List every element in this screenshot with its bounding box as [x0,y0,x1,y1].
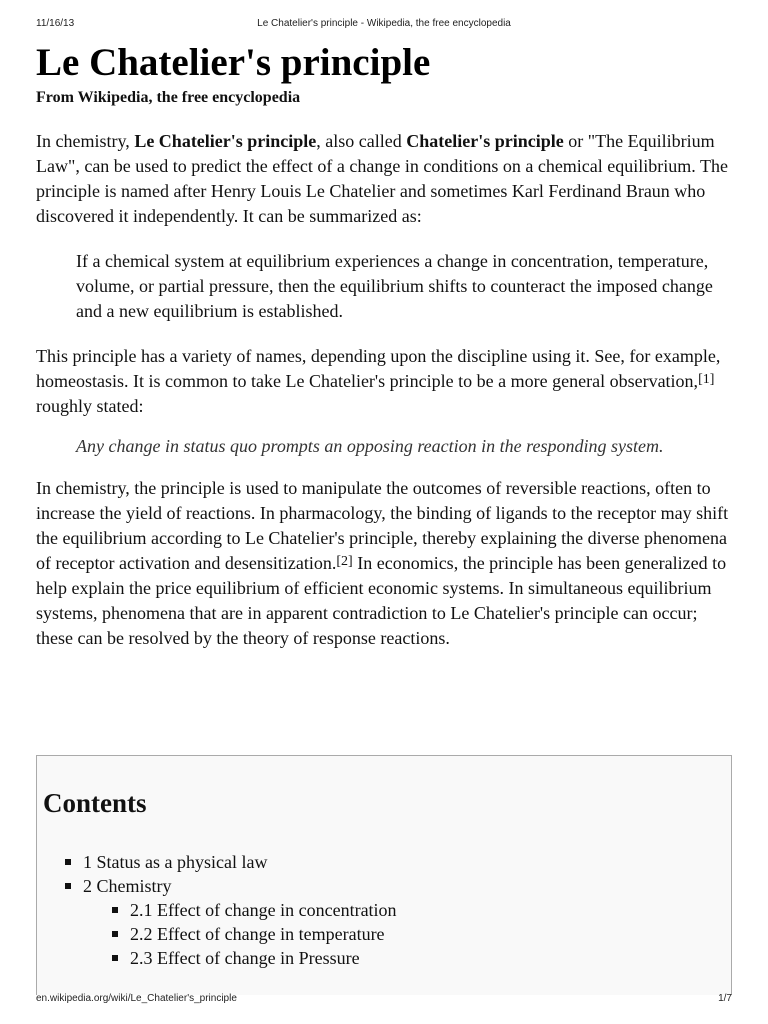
toc-list [63,850,397,970]
intro-paragraph [36,129,732,229]
applications-text-1: In chemistry, the principle is used to manipulate the outcomes of reversible reactions, often to increase the yield of reactions. In pharmacology, the binding of ligands to the receptor may shift the equilibrium according to Le Chatelier's principle, thereby explaining the diverse phenomena of receptor activation and desensitization. [36,478,729,573]
bullet-icon [65,883,71,889]
toc-link-chemistry[interactable]: 2 Chemistry [83,876,172,896]
table-of-contents [36,755,732,995]
subtitle-text: From Wikipedia, the free encyclopedia [36,89,301,106]
bullet-icon [112,907,118,913]
toc-link-concentration[interactable]: 2.1 Effect of change in concentration [130,900,397,920]
reference-link-2[interactable]: [2] [336,554,353,569]
toc-item [63,850,397,874]
bold-term-principle: Le Chatelier's principle [134,131,317,151]
article-content [36,40,732,651]
toc-link-temperature[interactable]: 2.2 Effect of change in temperature [130,924,385,944]
toc-item [63,874,397,970]
intro-text-1: In chemistry, [36,131,135,151]
intro-text-3: or "The Equilibrium Law", can be used to predict the effect of a change in conditions on a chemical equilibrium. The principle is named after Henry Louis Le Chatelier and sometimes Karl Ferdinand Braun who discovered it independently. It can be summarized as: [36,131,728,226]
bullet-icon [65,859,71,865]
applications-text-2: In economics, the principle has been generalized to help explain the price equilibrium of efficient economic systems. In simultaneous equilibrium systems, phenomena that are in apparent contradiction to Le Chatelier's principle can occur; these can be resolved by the theory of response reactions. [36,553,727,648]
toc-link-pressure[interactable]: 2.3 Effect of change in Pressure [130,948,360,968]
toc-subitem [110,946,397,970]
toc-subitem [110,922,397,946]
names-text-2: roughly stated: [36,396,144,416]
names-paragraph [36,344,732,419]
bullet-icon [112,955,118,961]
toc-sublist [83,898,397,970]
toc-title: Contents [43,788,147,818]
toc-link-status-physical-law[interactable]: 1 Status as a physical law [83,852,268,872]
toc-subitem [110,898,397,922]
print-date: 11/16/13 [36,18,75,29]
page-title: Le Chatelier's principle [36,41,431,84]
reference-link-1[interactable]: [1] [698,372,715,387]
print-page-title: Le Chatelier's principle - Wikipedia, the free encyclopedia [257,18,511,29]
print-header [36,18,732,32]
principle-quote: If a chemical system at equilibrium experiences a change in concentration, temperature, volume, or partial pressure, then the equilibrium shifts to counteract the imposed change and a new equilibrium is established. [76,251,713,321]
print-url: en.wikipedia.org/wiki/Le_Chatelier's_principle [36,993,237,1004]
bullet-icon [112,931,118,937]
general-observation-quote: Any change in status quo prompts an opposing reaction in the responding system. [76,436,664,456]
page-subtitle [36,88,732,108]
names-text-1: This principle has a variety of names, depending upon the discipline using it. See, for example, homeostasis. It is common to take Le Chatelier's principle to be a more general observation, [36,346,721,391]
print-footer [36,993,732,1007]
applications-paragraph [36,476,732,651]
page-number: 1/7 [718,993,732,1004]
bold-term-alt-name: Chatelier's principle [406,131,564,151]
intro-text-2: , also called [316,131,407,151]
